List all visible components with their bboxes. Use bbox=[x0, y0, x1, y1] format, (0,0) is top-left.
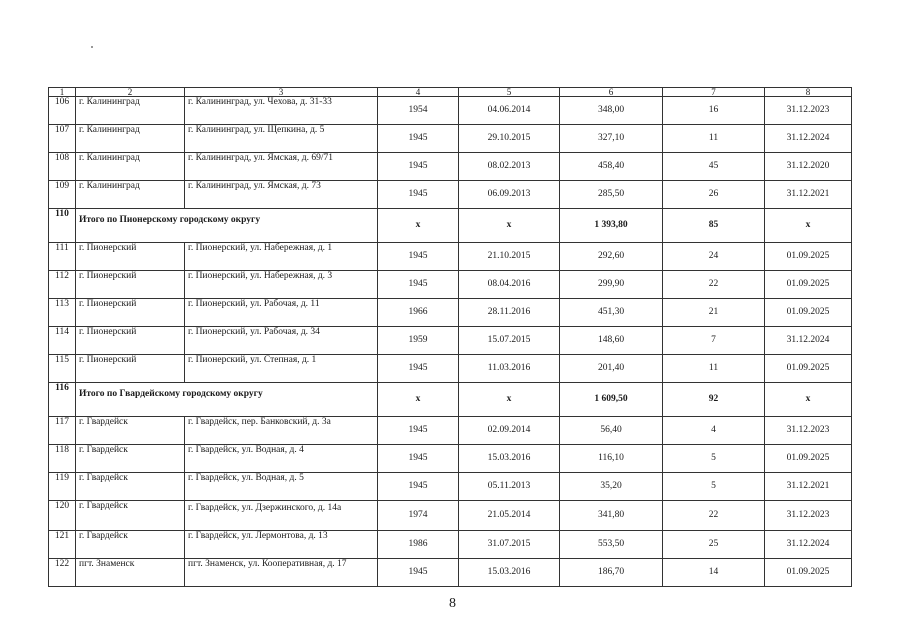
area-cell: 201,40 bbox=[560, 355, 663, 383]
residents-cell: 11 bbox=[663, 125, 765, 153]
table-row bbox=[49, 355, 852, 383]
year-cell: x bbox=[378, 209, 459, 243]
year-cell: 1945 bbox=[378, 473, 459, 501]
address-cell: г. Пионерский, ул. Степная, д. 1 bbox=[185, 355, 378, 383]
date-cell: 02.09.2014 bbox=[459, 417, 560, 445]
row-number-cell: 112 bbox=[49, 271, 76, 299]
date-cell: 04.06.2014 bbox=[459, 97, 560, 125]
date-cell: x bbox=[459, 383, 560, 417]
year-cell: 1945 bbox=[378, 355, 459, 383]
column-number: 4 bbox=[378, 88, 459, 97]
row-number-cell: 114 bbox=[49, 327, 76, 355]
row-number-cell: 108 bbox=[49, 153, 76, 181]
table-row bbox=[49, 125, 852, 153]
row-number-cell: 115 bbox=[49, 355, 76, 383]
residents-cell: 7 bbox=[663, 327, 765, 355]
row-number-cell: 120 bbox=[49, 501, 76, 531]
address-cell: г. Гвардейск, ул. Лермонтова, д. 13 bbox=[185, 531, 378, 559]
row-number-cell: 121 bbox=[49, 531, 76, 559]
deadline-cell: 01.09.2025 bbox=[765, 271, 852, 299]
date-cell: 08.04.2016 bbox=[459, 271, 560, 299]
address-cell: г. Калининград, ул. Щепкина, д. 5 bbox=[185, 125, 378, 153]
area-cell: 553,50 bbox=[560, 531, 663, 559]
deadline-cell: 01.09.2025 bbox=[765, 299, 852, 327]
residents-cell: 14 bbox=[663, 559, 765, 587]
address-cell: г. Гвардейск, ул. Водная, д. 5 bbox=[185, 473, 378, 501]
residents-cell: 4 bbox=[663, 417, 765, 445]
date-cell: 08.02.2013 bbox=[459, 153, 560, 181]
residents-cell: 22 bbox=[663, 271, 765, 299]
residents-cell: 85 bbox=[663, 209, 765, 243]
table-row bbox=[49, 501, 852, 531]
column-number: 7 bbox=[663, 88, 765, 97]
area-cell: 327,10 bbox=[560, 125, 663, 153]
table-row bbox=[49, 417, 852, 445]
area-cell: 1 609,50 bbox=[560, 383, 663, 417]
residents-cell: 21 bbox=[663, 299, 765, 327]
table-body bbox=[49, 97, 852, 587]
row-number-cell: 119 bbox=[49, 473, 76, 501]
table-row bbox=[49, 271, 852, 299]
residents-cell: 92 bbox=[663, 383, 765, 417]
table-row bbox=[49, 327, 852, 355]
deadline-cell: 01.09.2025 bbox=[765, 243, 852, 271]
row-number-cell: 106 bbox=[49, 97, 76, 125]
deadline-cell: 31.12.2021 bbox=[765, 181, 852, 209]
address-cell: г. Гвардейск, ул. Дзержинского, д. 14а bbox=[185, 501, 378, 531]
year-cell: 1966 bbox=[378, 299, 459, 327]
municipality-cell: пгт. Знаменск bbox=[76, 559, 185, 587]
municipality-cell: г. Гвардейск bbox=[76, 531, 185, 559]
area-cell: 458,40 bbox=[560, 153, 663, 181]
year-cell: 1945 bbox=[378, 559, 459, 587]
date-cell: 11.03.2016 bbox=[459, 355, 560, 383]
area-cell: 148,60 bbox=[560, 327, 663, 355]
area-cell: 56,40 bbox=[560, 417, 663, 445]
year-cell: x bbox=[378, 383, 459, 417]
area-cell: 292,60 bbox=[560, 243, 663, 271]
municipality-cell: г. Пионерский bbox=[76, 327, 185, 355]
date-cell: 06.09.2013 bbox=[459, 181, 560, 209]
table-total-row bbox=[49, 209, 852, 243]
table-total-row bbox=[49, 383, 852, 417]
row-number-cell: 122 bbox=[49, 559, 76, 587]
municipality-cell: г. Пионерский bbox=[76, 243, 185, 271]
municipality-cell: г. Пионерский bbox=[76, 299, 185, 327]
deadline-cell: x bbox=[765, 383, 852, 417]
residents-cell: 26 bbox=[663, 181, 765, 209]
municipality-cell: г. Пионерский bbox=[76, 271, 185, 299]
area-cell: 299,90 bbox=[560, 271, 663, 299]
municipality-cell: г. Пионерский bbox=[76, 355, 185, 383]
column-number: 3 bbox=[185, 88, 378, 97]
residents-cell: 22 bbox=[663, 501, 765, 531]
row-number-cell: 107 bbox=[49, 125, 76, 153]
column-number: 1 bbox=[49, 88, 76, 97]
column-number: 5 bbox=[459, 88, 560, 97]
address-cell: г. Калининград, ул. Ямская, д. 69/71 bbox=[185, 153, 378, 181]
year-cell: 1945 bbox=[378, 125, 459, 153]
address-cell: пгт. Знаменск, ул. Кооперативная, д. 17 bbox=[185, 559, 378, 587]
table-row bbox=[49, 97, 852, 125]
date-cell: x bbox=[459, 209, 560, 243]
date-cell: 05.11.2013 bbox=[459, 473, 560, 501]
area-cell: 341,80 bbox=[560, 501, 663, 531]
row-number-cell: 113 bbox=[49, 299, 76, 327]
address-cell: г. Пионерский, ул. Набережная, д. 1 bbox=[185, 243, 378, 271]
table-row bbox=[49, 243, 852, 271]
address-cell: г. Калининград, ул. Ямская, д. 73 bbox=[185, 181, 378, 209]
page-number: 8 bbox=[449, 596, 456, 611]
date-cell: 15.03.2016 bbox=[459, 559, 560, 587]
deadline-cell: 01.09.2025 bbox=[765, 445, 852, 473]
residents-cell: 11 bbox=[663, 355, 765, 383]
scan-speck bbox=[91, 46, 93, 48]
deadline-cell: 01.09.2025 bbox=[765, 355, 852, 383]
table-row bbox=[49, 559, 852, 587]
table-row bbox=[49, 153, 852, 181]
municipality-cell: г. Калининград bbox=[76, 181, 185, 209]
address-cell: г. Калининград, ул. Чехова, д. 31-33 bbox=[185, 97, 378, 125]
year-cell: 1959 bbox=[378, 327, 459, 355]
date-cell: 21.10.2015 bbox=[459, 243, 560, 271]
date-cell: 31.07.2015 bbox=[459, 531, 560, 559]
deadline-cell: 31.12.2024 bbox=[765, 125, 852, 153]
address-cell: г. Пионерский, ул. Рабочая, д. 34 bbox=[185, 327, 378, 355]
year-cell: 1945 bbox=[378, 417, 459, 445]
date-cell: 29.10.2015 bbox=[459, 125, 560, 153]
column-number: 8 bbox=[765, 88, 852, 97]
deadline-cell: 31.12.2020 bbox=[765, 153, 852, 181]
row-number-cell: 117 bbox=[49, 417, 76, 445]
area-cell: 35,20 bbox=[560, 473, 663, 501]
municipality-cell: г. Гвардейск bbox=[76, 417, 185, 445]
deadline-cell: x bbox=[765, 209, 852, 243]
residents-cell: 25 bbox=[663, 531, 765, 559]
municipality-cell: г. Гвардейск bbox=[76, 445, 185, 473]
year-cell: 1945 bbox=[378, 153, 459, 181]
residents-cell: 5 bbox=[663, 445, 765, 473]
residents-cell: 16 bbox=[663, 97, 765, 125]
row-number-cell: 116 bbox=[49, 383, 76, 417]
date-cell: 28.11.2016 bbox=[459, 299, 560, 327]
deadline-cell: 31.12.2023 bbox=[765, 97, 852, 125]
table-row bbox=[49, 531, 852, 559]
municipality-cell: г. Калининград bbox=[76, 97, 185, 125]
table-row bbox=[49, 181, 852, 209]
year-cell: 1954 bbox=[378, 97, 459, 125]
table-row bbox=[49, 299, 852, 327]
area-cell: 348,00 bbox=[560, 97, 663, 125]
municipality-cell: г. Гвардейск bbox=[76, 501, 185, 531]
address-cell: г. Пионерский, ул. Рабочая, д. 11 bbox=[185, 299, 378, 327]
housing-table bbox=[48, 87, 852, 587]
row-number-cell: 111 bbox=[49, 243, 76, 271]
deadline-cell: 31.12.2023 bbox=[765, 417, 852, 445]
deadline-cell: 01.09.2025 bbox=[765, 559, 852, 587]
area-cell: 116,10 bbox=[560, 445, 663, 473]
column-number-row bbox=[49, 88, 852, 97]
address-cell: г. Пионерский, ул. Набережная, д. 3 bbox=[185, 271, 378, 299]
row-number-cell: 110 bbox=[49, 209, 76, 243]
table-row bbox=[49, 473, 852, 501]
year-cell: 1945 bbox=[378, 271, 459, 299]
column-number: 6 bbox=[560, 88, 663, 97]
year-cell: 1945 bbox=[378, 181, 459, 209]
residents-cell: 24 bbox=[663, 243, 765, 271]
year-cell: 1974 bbox=[378, 501, 459, 531]
table-row bbox=[49, 445, 852, 473]
residents-cell: 45 bbox=[663, 153, 765, 181]
column-number: 2 bbox=[76, 88, 185, 97]
date-cell: 15.07.2015 bbox=[459, 327, 560, 355]
deadline-cell: 31.12.2024 bbox=[765, 327, 852, 355]
deadline-cell: 31.12.2023 bbox=[765, 501, 852, 531]
deadline-cell: 31.12.2021 bbox=[765, 473, 852, 501]
residents-cell: 5 bbox=[663, 473, 765, 501]
year-cell: 1945 bbox=[378, 445, 459, 473]
municipality-cell: г. Гвардейск bbox=[76, 473, 185, 501]
address-cell: г. Гвардейск, ул. Водная, д. 4 bbox=[185, 445, 378, 473]
total-label-cell: Итого по Пионерскому городскому округу bbox=[76, 209, 378, 243]
municipality-cell: г. Калининград bbox=[76, 153, 185, 181]
year-cell: 1986 bbox=[378, 531, 459, 559]
area-cell: 451,30 bbox=[560, 299, 663, 327]
area-cell: 285,50 bbox=[560, 181, 663, 209]
address-cell: г. Гвардейск, пер. Банковский, д. 3а bbox=[185, 417, 378, 445]
date-cell: 15.03.2016 bbox=[459, 445, 560, 473]
area-cell: 186,70 bbox=[560, 559, 663, 587]
year-cell: 1945 bbox=[378, 243, 459, 271]
row-number-cell: 109 bbox=[49, 181, 76, 209]
area-cell: 1 393,80 bbox=[560, 209, 663, 243]
row-number-cell: 118 bbox=[49, 445, 76, 473]
total-label-cell: Итого по Гвардейскому городскому округу bbox=[76, 383, 378, 417]
municipality-cell: г. Калининград bbox=[76, 125, 185, 153]
date-cell: 21.05.2014 bbox=[459, 501, 560, 531]
deadline-cell: 31.12.2024 bbox=[765, 531, 852, 559]
